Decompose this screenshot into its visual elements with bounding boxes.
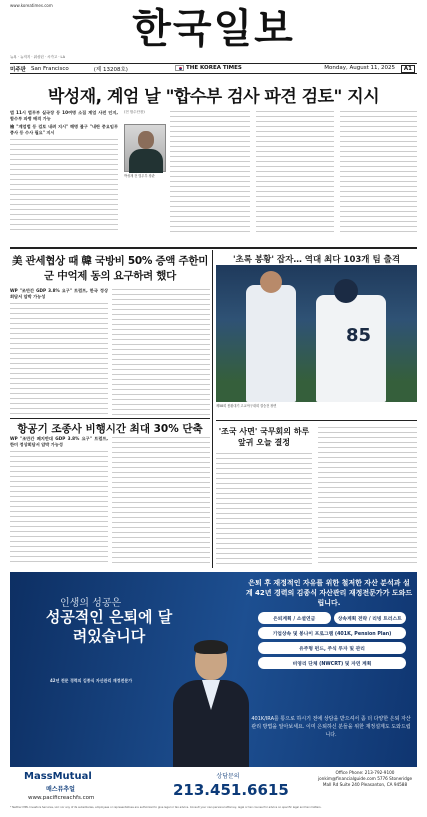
- story4-column-1: [10, 436, 108, 564]
- story5-column-2: [318, 426, 417, 564]
- ad-advisor-photo: [173, 642, 249, 767]
- player-left-head: [260, 271, 282, 293]
- ad-tagline-1: 인생의 성공은: [60, 598, 122, 609]
- story1-byline: (전 합수단장): [124, 110, 145, 114]
- edition-city: San Francisco: [30, 65, 69, 72]
- service-pill: 은퇴계획 / 소셜연금: [258, 612, 331, 624]
- story3-photo: [216, 265, 417, 402]
- story1-headline[interactable]: 박성재, 계엄 날 "합수부 검사 파견 검토" 지시: [47, 87, 380, 107]
- story2-column-1: [10, 288, 108, 416]
- issue-number: (제 13208호): [93, 66, 128, 73]
- story-divider: [10, 418, 210, 419]
- ad-headline: 은퇴 후 재정적인 자유를 위한 철저한 자산 분석과 설계 42년 경력의 김종식 자산관리 재정전문가가 도와드립니다.: [245, 579, 413, 607]
- newspaper-logo: 한국일보: [132, 5, 295, 52]
- story1-column-4: [340, 110, 417, 232]
- story5-headline[interactable]: '조국 사면' 국무회의 하루 앞귀 오늘 결정: [218, 427, 310, 447]
- dateline: [10, 63, 417, 74]
- story2-sub: WP "조만간 GDP 3.8% 요구" 트럼프, 한국 정상회담서 압박 가능성: [10, 288, 108, 299]
- jersey-number: 85: [346, 325, 372, 346]
- massmutual-korean-name: 매스뮤추얼: [46, 786, 75, 793]
- person-body: [129, 149, 163, 173]
- person-head: [138, 131, 154, 149]
- ad-bottom-text: 401K/IRA를 통으로 하시기 전에 상담을 받으셔서 좀 더 다양한 은퇴 자산 관리 방법을 알아보세요. 이미 은퇴하신 분들을 위한 재정설계도 도와드립니다.: [251, 716, 411, 738]
- advertiser-phone[interactable]: 213.451.6615: [173, 781, 289, 799]
- story-divider-right: [216, 420, 417, 421]
- site-url[interactable]: www.koreatimes.com: [10, 3, 53, 8]
- story1-byline-box: [124, 110, 166, 122]
- story4-headline[interactable]: 항공기 조종사 비행시간 최대 30% 단축: [17, 423, 203, 435]
- story1-photo: [124, 124, 166, 172]
- advisor-hair: [194, 640, 228, 654]
- advertiser-office: Office Phone: 213-792-9100 jonkim@financialguide.com 5776 Stoneridge Mall Rd Suite 240 Pleasanton, CA 94588: [317, 770, 413, 787]
- service-pill: 유주형 펀드, 주식 투자 및 관리: [258, 642, 406, 654]
- consult-label: 상담문의: [216, 773, 240, 780]
- ad-services-row: [258, 612, 406, 627]
- service-pill: 비영리 단체 (NWCRT) 및 자연 계획: [258, 657, 406, 669]
- player-left: [246, 285, 296, 402]
- player-right-helmet: [334, 279, 358, 303]
- ad-advisor-name: 42년 전문 경력의 김종식 자산관리 재정전문가: [50, 678, 133, 683]
- story1-summary-2: 檢 "계엄법 등 검토 내려 지시" 해명 불구 "내란 중요임무 종사 등 수사 필요" 지시: [10, 124, 118, 135]
- masthead: [0, 0, 427, 66]
- section-divider: [10, 247, 417, 249]
- massmutual-logo: MassMutual: [24, 771, 92, 782]
- player-right: [316, 295, 386, 402]
- advertisement[interactable]: [10, 572, 417, 767]
- story4-column-2: [112, 436, 210, 564]
- advertiser-url[interactable]: www.pacificreachfs.com: [28, 795, 95, 801]
- story1-column-3: [256, 110, 334, 232]
- story5-column-1: [216, 452, 312, 564]
- story1-column-2: [170, 110, 250, 232]
- ad-services: [258, 612, 406, 672]
- story2-column-2: [112, 288, 210, 416]
- column-divider: [212, 250, 213, 568]
- ad-tagline-2: 성공적인 은퇴에 달려있습니다: [45, 608, 173, 645]
- footer-advertisement[interactable]: [10, 767, 417, 807]
- story2-headline[interactable]: 美 관세협상 때 韓 국방비 50% 증액 주한미군 中억제 동의 요구하려 했다: [11, 255, 209, 282]
- story3-photo-caption: 제58회 봉황대기 고교야구대회 결승전 장면: [216, 404, 277, 408]
- service-pill: 기업상속 및 봉나이 프로그램 (401K, Pension Plan): [258, 627, 406, 639]
- publisher: [175, 65, 242, 71]
- publisher-name: THE KOREA TIMES: [186, 65, 242, 71]
- story1-summary: 법 11시 법무부 실국장 등 10여명 소집 계엄 사전 인지, 합수부 파병 배격 가능: [10, 110, 118, 121]
- service-pill: 상속계획 전략 / 리빙 트러스트: [334, 612, 407, 624]
- page-number: A1: [401, 65, 415, 73]
- story1-body-text: [10, 138, 118, 232]
- story3-headline[interactable]: '초록 봉황' 잡자… 역대 최다 103개 팀 출격: [232, 255, 401, 265]
- issue-date: Monday, August 11, 2025: [324, 65, 395, 71]
- story4-sub: WP "조만간 폐지반대 GDP 3.8% 요구" 트럼프, 한미 정상회담서 압박 가능성: [10, 436, 108, 447]
- story1-photo-caption: 박성재 전 법무부 장관: [124, 174, 155, 178]
- edition-label: 미주판: [10, 66, 26, 73]
- masthead-contact: 뉴욕 · 뉴저지 · 워싱턴 · 시카고 · LA: [10, 55, 65, 59]
- ad-disclaimer: * Neither MML Investors Services, LLC nor any of its subsidiaries, employees or representatives are authorized to give legal or tax advice. Consult your own personal attorney, legal or tax counsel for advice on specific legal and tax matters.: [10, 806, 322, 809]
- korea-flag-icon: [175, 65, 184, 71]
- story1-column-1: [10, 110, 118, 232]
